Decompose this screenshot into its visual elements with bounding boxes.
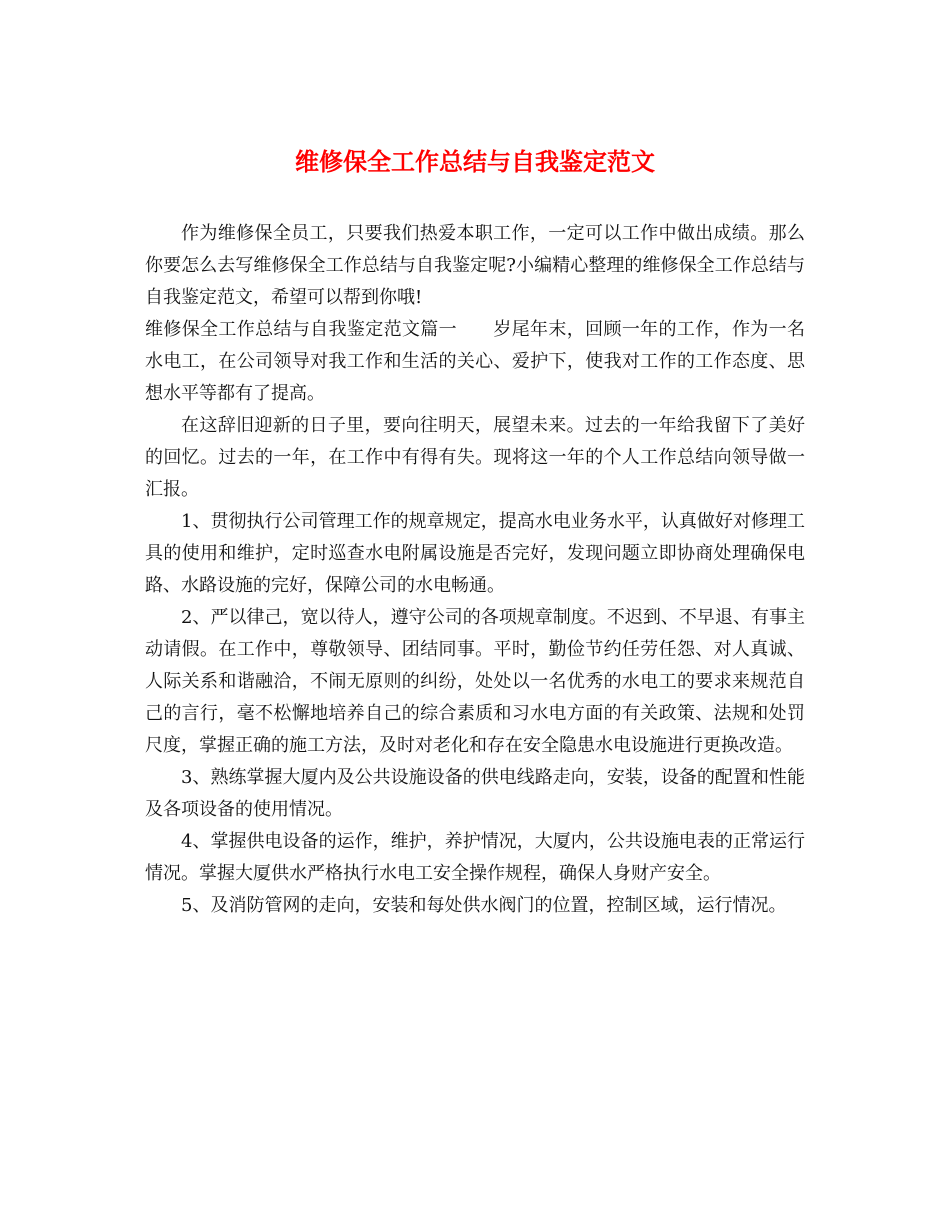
document-body bbox=[145, 218, 805, 922]
list-item-4: 4、掌握供电设备的运作，维护，养护情况，大厦内，公共设施电表的正常运行情况。掌握大厦供水严格执行水电工安全操作规程，确保人身财产安全。 bbox=[145, 831, 805, 884]
list-item-2: 2、严以律己，宽以待人，遵守公司的各项规章制度。不迟到、不早退、有事主动请假。在工作中，尊敬领导、团结同事。平时，勤俭节约任劳任怨、对人真诚、人际关系和谐融洽，不闹无原则的纠纷，处处以一名优秀的水电工的要求来规范自己的言行，毫不松懈地培养自己的综合素质和习水电方面的有关政策、法规和处罚尺度，掌握正确的施工方法，及时对老化和存在安全隐患水电设施进行更换改造。 bbox=[145, 607, 805, 756]
intro-paragraph: 作为维修保全员工，只要我们热爱本职工作，一定可以工作中做出成绩。那么你要怎么去写维修保全工作总结与自我鉴定呢?小编精心整理的维修保全工作总结与自我鉴定范文，希望可以帮到你哦! bbox=[145, 223, 805, 308]
document-title: 维修保全工作总结与自我鉴定范文 bbox=[295, 147, 655, 176]
list-item-5: 5、及消防管网的走向，安装和每处供水阀门的位置，控制区域，运行情况。 bbox=[181, 895, 787, 916]
section-heading: 维修保全工作总结与自我鉴定范文篇一 bbox=[145, 319, 457, 340]
section-lead: 岁尾年末，回顾一年的工作，作为一名水电工，在公司领导对我工作和生活的关心、爱护下，使我对工作的工作态度、思想水平等都有了提高。 bbox=[145, 319, 805, 404]
section-paragraph bbox=[145, 314, 805, 410]
list-item-3: 3、熟练掌握大厦内及公共设施设备的供电线路走向，安装，设备的配置和性能及各项设备的使用情况。 bbox=[145, 767, 805, 820]
list-item-1: 1、贯彻执行公司管理工作的规章规定，提高水电业务水平，认真做好对修理工具的使用和维护，定时巡查水电附属设施是否完好，发现问题立即协商处理确保电路、水路设施的完好，保障公司的水电畅通。 bbox=[145, 511, 805, 596]
paragraph-2: 在这辞旧迎新的日子里，要向往明天，展望未来。过去的一年给我留下了美好的回忆。过去的一年，在工作中有得有失。现将这一年的个人工作总结向领导做一汇报。 bbox=[145, 415, 805, 500]
